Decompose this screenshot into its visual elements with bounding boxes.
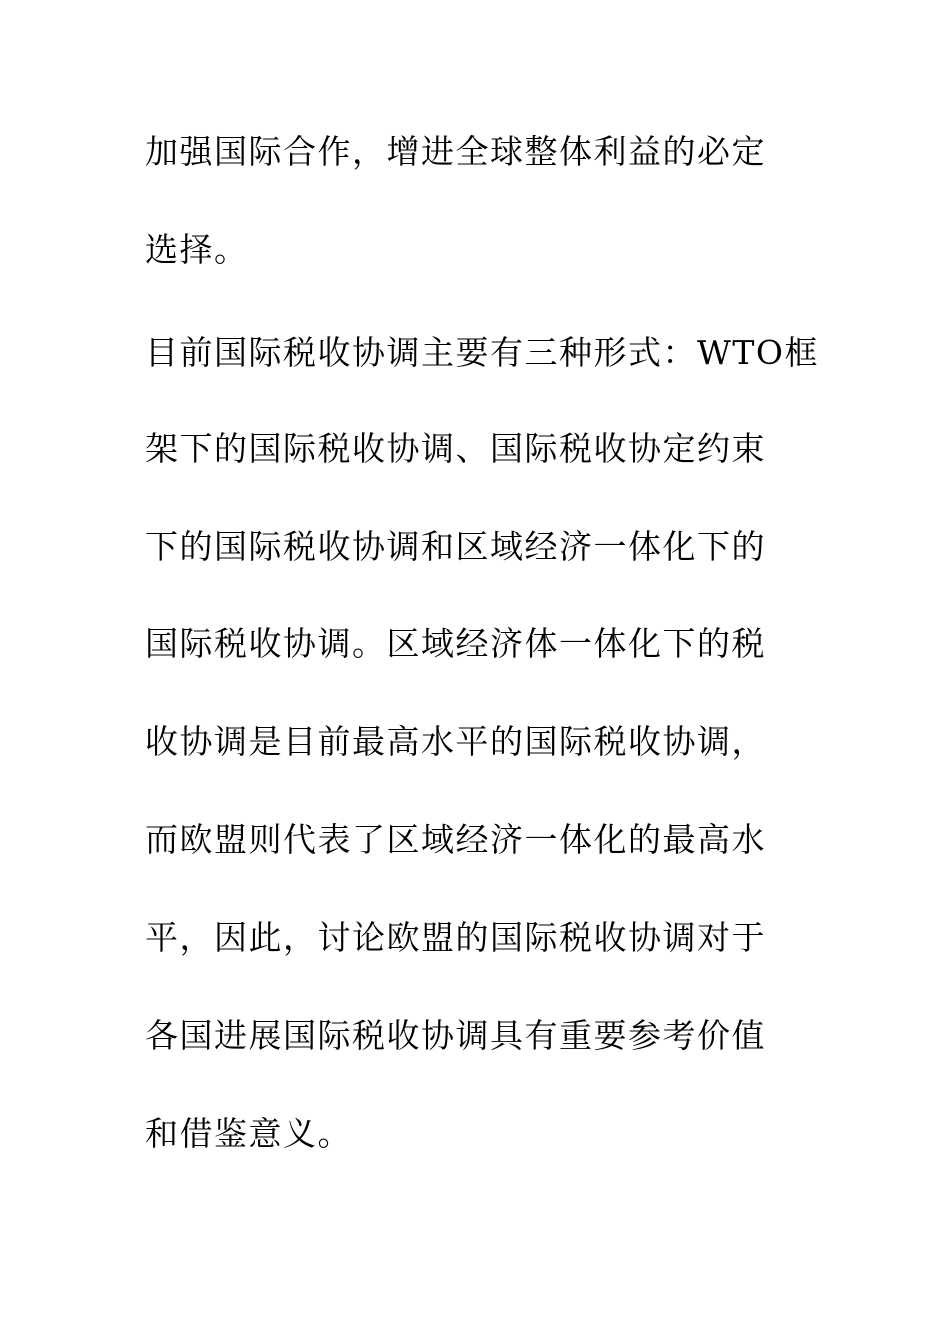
paragraph-line: 平，因此，讨论欧盟的国际税收协调对于 [145, 918, 766, 957]
paragraph-line: 国际税收协调。区域经济体一体化下的税 [145, 624, 766, 663]
paragraph-line: 收协调是目前最高水平的国际税收协调， [145, 722, 766, 761]
paragraph-line: 选择。 [145, 230, 249, 269]
paragraph-line: 下的国际税收协调和区域经济一体化下的 [145, 527, 766, 566]
paragraph-line: 加强国际合作，增进全球整体利益的必定 [145, 132, 766, 171]
paragraph-line: 和借鉴意义。 [145, 1114, 352, 1153]
paragraph-line: 目前国际税收协调主要有三种形式：WTO框 [145, 333, 819, 372]
paragraph-line: 而欧盟则代表了区域经济一体化的最高水 [145, 820, 766, 859]
paragraph-line: 各国进展国际税收协调具有重要参考价值 [145, 1016, 766, 1055]
paragraph-line: 架下的国际税收协调、国际税收协定约束 [145, 429, 766, 468]
